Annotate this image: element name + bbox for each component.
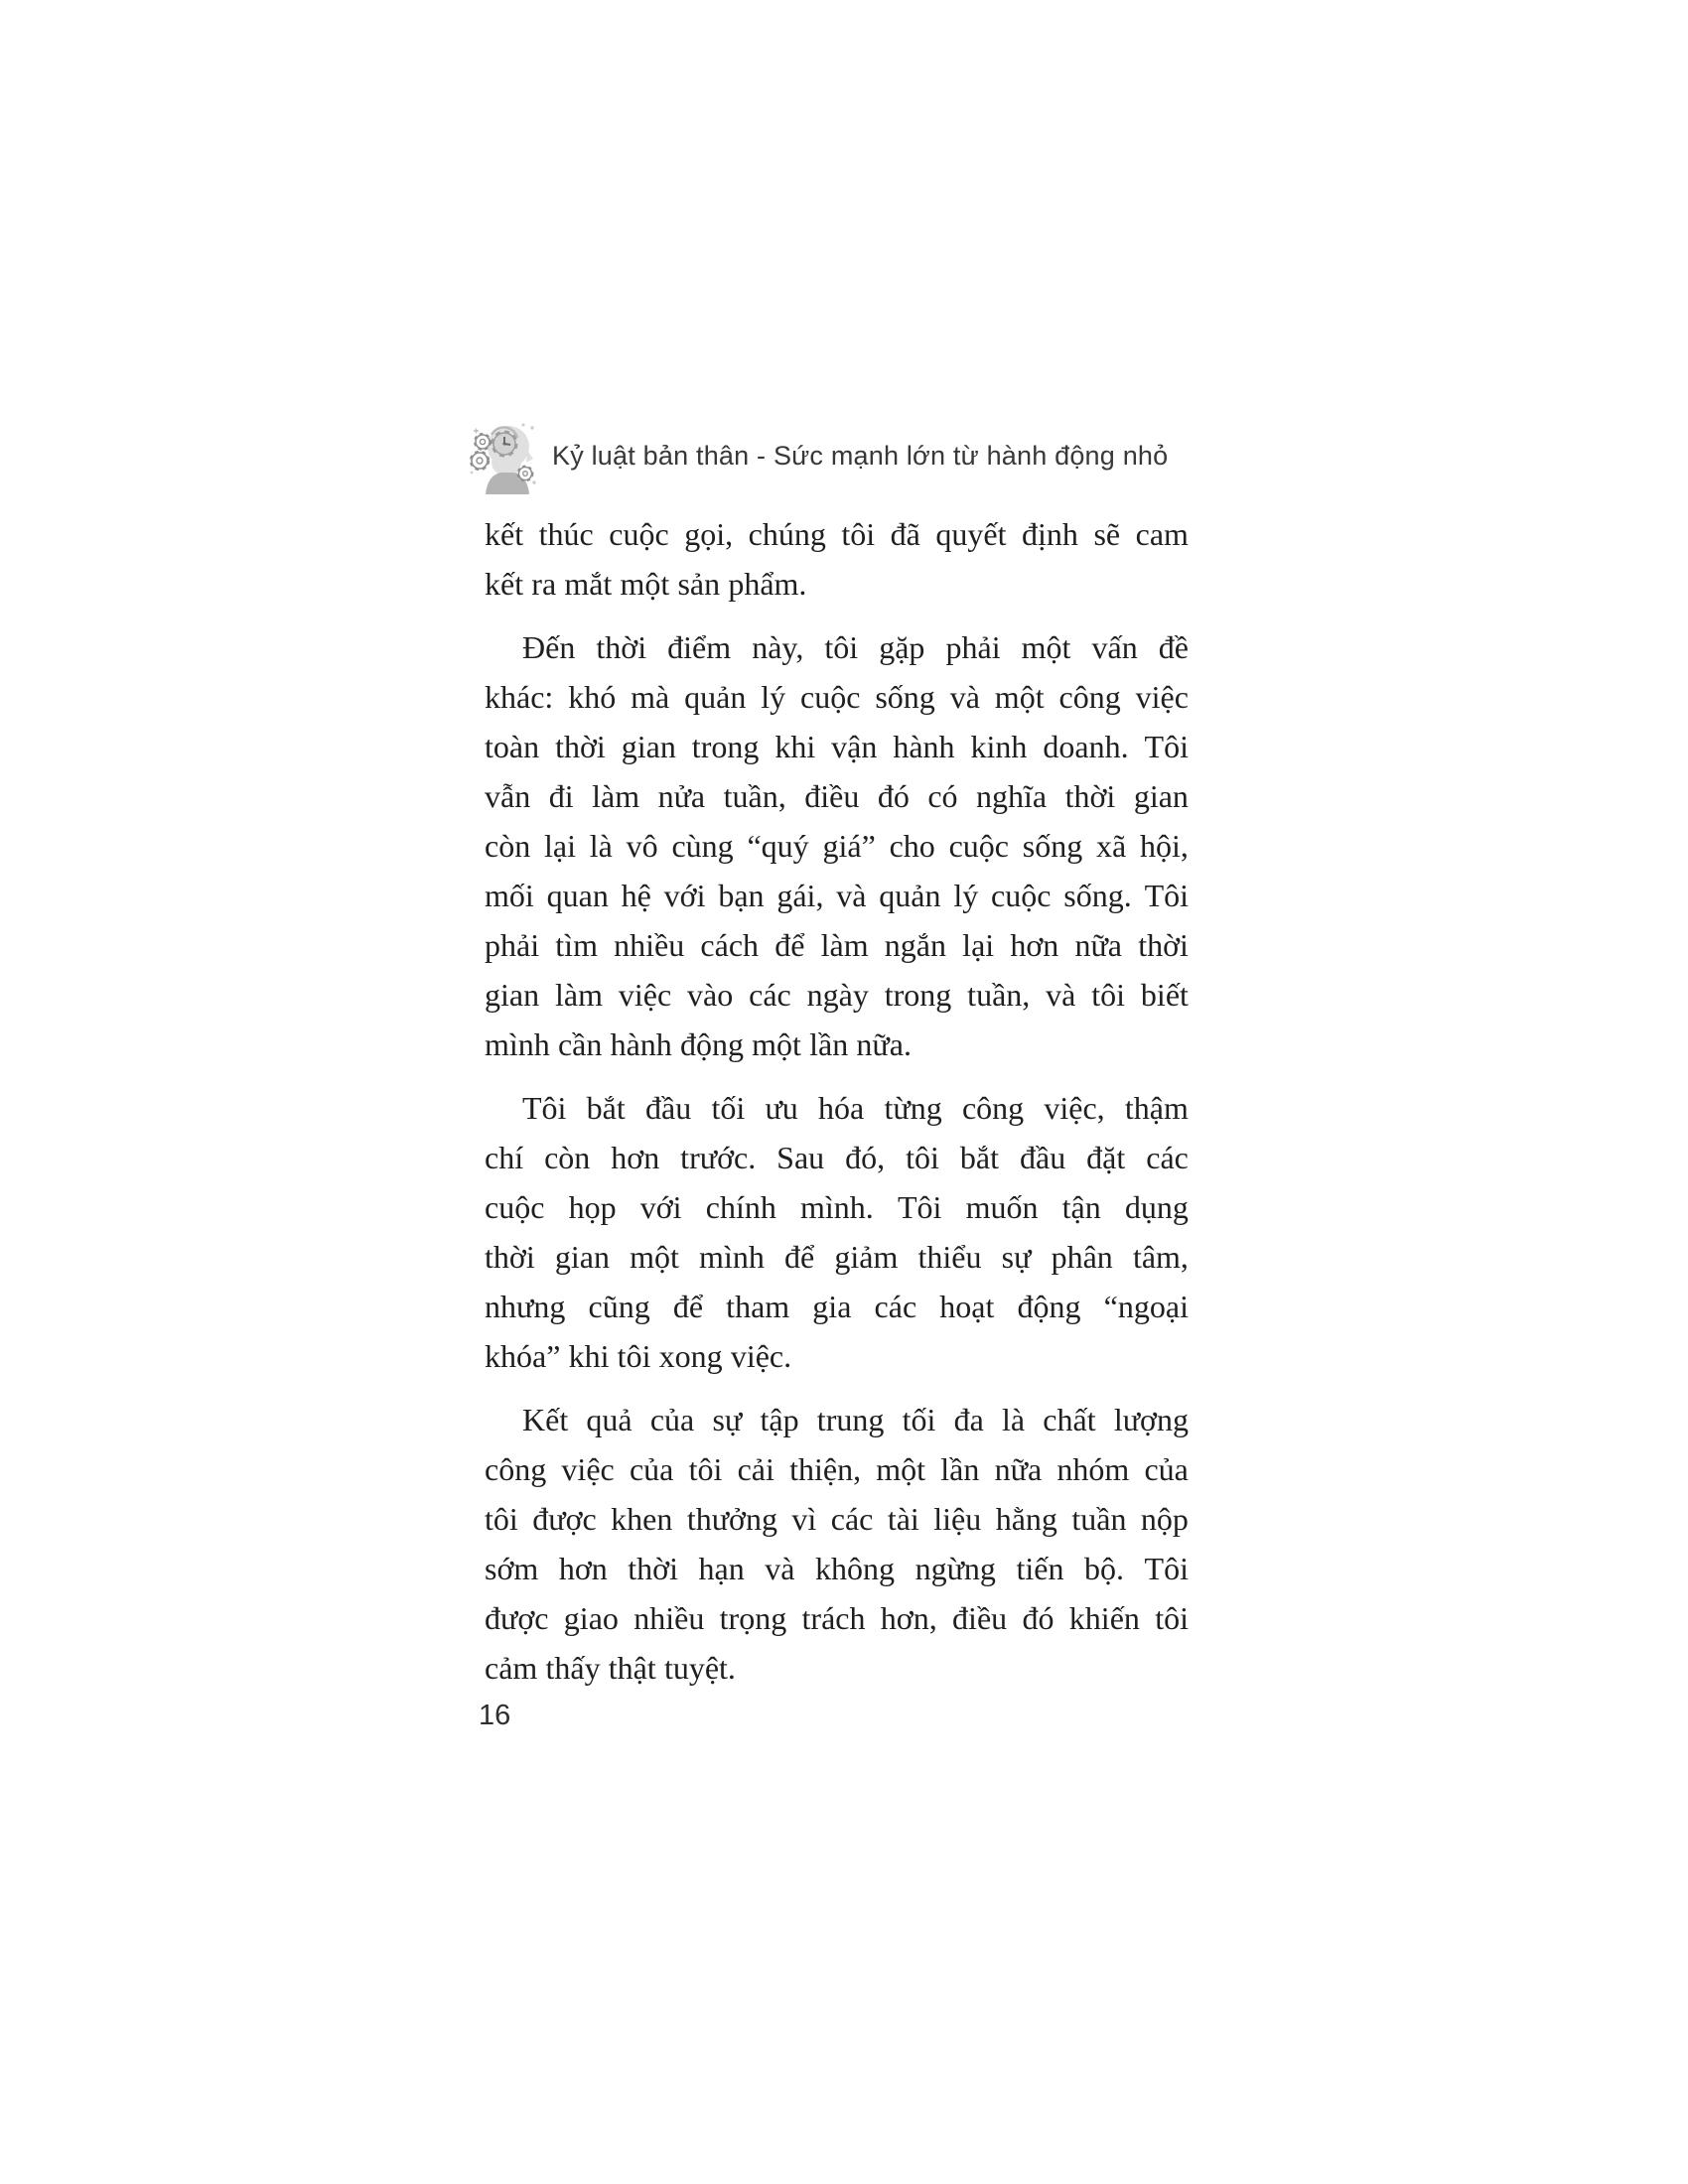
word: công (961, 1089, 1025, 1126)
word: và (765, 1550, 795, 1586)
word: khác: (485, 678, 554, 715)
word: và (949, 678, 980, 715)
word: trung (816, 1401, 885, 1437)
word: thời (628, 1550, 678, 1586)
word: tận (1061, 1188, 1101, 1225)
text-line (485, 1395, 1189, 1444)
word: hành (893, 728, 955, 764)
word: tối (902, 1401, 936, 1437)
word: họp (568, 1188, 617, 1225)
word: sống (1022, 827, 1083, 864)
word: bộ. (1084, 1550, 1124, 1586)
word: trong (691, 728, 760, 764)
word: chất (1043, 1401, 1096, 1437)
word: mình. (800, 1188, 874, 1225)
text-line (485, 1083, 1189, 1133)
word: ra (531, 565, 557, 602)
word: lý (953, 877, 979, 913)
word: quản (879, 877, 941, 913)
text-line (485, 821, 1189, 871)
word: đặt (1086, 1139, 1126, 1175)
text-line (485, 1331, 1189, 1381)
word: giá” (822, 827, 876, 864)
text-line (485, 1133, 1189, 1182)
word: tuần, (723, 777, 786, 814)
word: khi (774, 728, 816, 764)
word: hạn (698, 1550, 745, 1586)
text-line (485, 1444, 1189, 1494)
word: tiến (1016, 1550, 1064, 1586)
word: một (876, 1450, 926, 1487)
word: nghĩa (976, 777, 1048, 814)
word: vô (626, 827, 658, 864)
word: thật (608, 1649, 656, 1686)
paragraph (485, 509, 1189, 609)
word: thời (485, 1238, 535, 1275)
word: đó, (845, 1139, 886, 1175)
word: Tôi (1144, 1550, 1189, 1586)
word: quả (586, 1401, 633, 1437)
word: tôi (688, 1450, 723, 1487)
word: thưởng (686, 1500, 777, 1537)
word: Kết (522, 1401, 569, 1437)
word: ưu (765, 1089, 798, 1126)
word: nữa (994, 1450, 1043, 1487)
word: việc. (730, 1337, 792, 1374)
text-line (485, 771, 1189, 821)
word: một (752, 1025, 801, 1062)
word: trước. (680, 1139, 757, 1175)
word: cuộc (485, 1188, 545, 1225)
word: mình (485, 1025, 550, 1062)
word: cũng (588, 1288, 650, 1324)
text-line (485, 970, 1189, 1020)
text-line (485, 920, 1189, 970)
text-line (485, 1643, 1189, 1693)
word: vấn (1091, 628, 1138, 665)
word: trọng (719, 1599, 787, 1636)
word: được (532, 1500, 597, 1537)
word: lượng (1113, 1401, 1189, 1437)
word: thời (1064, 777, 1116, 814)
word: hành (610, 1025, 672, 1062)
word: các (874, 1288, 917, 1324)
word: và (1046, 976, 1076, 1013)
text-line (485, 722, 1189, 771)
word: tuần (1071, 1500, 1127, 1537)
word: khen (611, 1500, 673, 1537)
word: quản (684, 678, 747, 715)
word: giao (563, 1599, 619, 1636)
word: lại (544, 827, 576, 864)
word: giảm (834, 1238, 899, 1275)
header-title: Kỷ luật bản thân - Sức mạnh lớn từ hành động nhỏ (552, 440, 1169, 471)
word: còn (485, 827, 531, 864)
word: cuộc (948, 827, 1009, 864)
word: gia (812, 1288, 852, 1324)
word: các (830, 1500, 874, 1537)
word: một (1021, 628, 1071, 665)
word: toàn (485, 728, 540, 764)
page-number: 16 (479, 1700, 511, 1731)
word: các (749, 976, 791, 1013)
word: Tôi (522, 1089, 567, 1126)
word: trách (801, 1599, 866, 1636)
word: đề (1158, 628, 1189, 665)
word: này, (752, 628, 804, 665)
word: thiểu (917, 1238, 982, 1275)
word: tôi (617, 1337, 651, 1374)
word: ngừng (914, 1550, 996, 1586)
word: tập (760, 1401, 799, 1437)
word: bắt (586, 1089, 626, 1126)
word: còn (544, 1139, 591, 1175)
word: chúng (748, 515, 826, 552)
word: khi (568, 1337, 610, 1374)
word: để (783, 1238, 815, 1275)
word: để (774, 926, 805, 963)
word: tôi (1155, 1599, 1189, 1636)
word: cam (1135, 515, 1189, 552)
word: cần (557, 1025, 603, 1062)
text-line (485, 1020, 1189, 1069)
word: gọi, (684, 515, 734, 552)
word: tuần, (967, 976, 1031, 1013)
paragraph (485, 1395, 1189, 1693)
word: các (1146, 1139, 1189, 1175)
word: chính (705, 1188, 776, 1225)
word: tuyệt. (663, 1649, 736, 1686)
word: tôi (1091, 976, 1126, 1013)
word: tham (726, 1288, 790, 1324)
word: mà (631, 678, 670, 715)
word: xong (658, 1337, 723, 1374)
text-line (485, 1544, 1189, 1593)
word: quyết (935, 515, 1007, 552)
word: tài (887, 1500, 919, 1537)
word: đầu (1019, 1139, 1066, 1175)
word: Sau (776, 1139, 825, 1175)
word: được (485, 1599, 549, 1636)
word: nhiều (633, 1599, 705, 1636)
word: cảm (485, 1649, 538, 1686)
word: với (663, 877, 706, 913)
word: hội, (1140, 827, 1189, 864)
word: Tôi (1144, 728, 1189, 764)
word: doanh. (1043, 728, 1129, 764)
word: tâm, (1132, 1238, 1189, 1275)
word: tôi (824, 628, 859, 665)
word: công (485, 1450, 547, 1487)
word: đi (548, 777, 574, 814)
word: cùng (671, 827, 734, 864)
word: khiến (1068, 1599, 1140, 1636)
word: cuộc (800, 678, 861, 715)
word: hệ (621, 877, 651, 913)
word: bạn (718, 877, 765, 913)
paragraph (485, 1083, 1189, 1381)
word: sống (875, 678, 935, 715)
word: gian (1133, 777, 1189, 814)
word: công (1058, 678, 1121, 715)
word: đa (953, 1401, 984, 1437)
word: hơn, (880, 1599, 937, 1636)
text-line (485, 509, 1189, 559)
word: chí (485, 1139, 524, 1175)
word: trong (884, 976, 952, 1013)
word: khóa” (485, 1337, 561, 1374)
word: sống. (1063, 877, 1132, 913)
word: nộp (1140, 1500, 1189, 1537)
text-line (485, 1232, 1189, 1282)
word: và (836, 877, 867, 913)
word: khó (568, 678, 617, 715)
word: của (649, 1401, 695, 1437)
word: thiện, (789, 1450, 862, 1487)
word: của (629, 1450, 674, 1487)
word: việc (561, 1450, 615, 1487)
word: điều (804, 777, 860, 814)
word: hoạt (939, 1288, 995, 1324)
word: nửa (657, 777, 706, 814)
word: động (679, 1025, 744, 1062)
text-line (485, 1282, 1189, 1331)
word: không (815, 1550, 896, 1586)
word: vào (687, 976, 734, 1013)
word: tôi (841, 515, 876, 552)
word: nữa. (856, 1025, 912, 1062)
word: đầu (645, 1089, 692, 1126)
word: xã (1096, 827, 1127, 864)
word: vì (791, 1500, 817, 1537)
word: lý (761, 678, 786, 715)
word: đó (1022, 1599, 1055, 1636)
head-with-gears-icon (469, 417, 540, 494)
word: một (994, 678, 1045, 715)
word: điểm (667, 628, 732, 665)
word: mắt (564, 565, 613, 602)
word: tôi (906, 1139, 939, 1175)
word: cuộc (991, 877, 1052, 913)
word: nhưng (485, 1288, 566, 1324)
word: của (1144, 1450, 1189, 1487)
word: cải (737, 1450, 774, 1487)
word: hằng (995, 1500, 1057, 1537)
word: Đến (522, 628, 576, 665)
word: từng (884, 1089, 942, 1126)
word: lần (940, 1450, 980, 1487)
word: để (672, 1288, 704, 1324)
word: phẩm. (728, 565, 807, 602)
word: đã (890, 515, 920, 552)
word: một (620, 565, 670, 602)
word: gian (621, 728, 676, 764)
text-line (485, 1593, 1189, 1643)
word: biết (1140, 976, 1189, 1013)
word: vận (831, 728, 878, 764)
word: hơn (558, 1550, 608, 1586)
paragraph (485, 622, 1189, 1069)
word: một (630, 1238, 679, 1275)
word: hóa (818, 1089, 865, 1126)
word: bắt (959, 1139, 999, 1175)
word: thậm (1124, 1089, 1189, 1126)
word: thời (555, 728, 606, 764)
text-line (485, 1182, 1189, 1232)
word: thời (1138, 926, 1189, 963)
text-line (485, 622, 1189, 672)
word: cho (889, 827, 935, 864)
word: làm (554, 976, 603, 1013)
word: Tôi (1144, 877, 1189, 913)
word: động (1017, 1288, 1081, 1324)
word: ngắn (884, 926, 946, 963)
word: “ngoại (1103, 1288, 1189, 1324)
word: ngày (806, 976, 869, 1013)
word: “quý (747, 827, 809, 864)
word: mối (485, 877, 534, 913)
word: sản (677, 565, 721, 602)
word: lần (809, 1025, 849, 1062)
word: nữa (1074, 926, 1122, 963)
word: gặp (879, 628, 925, 665)
word: mình (699, 1238, 765, 1275)
word: thời (596, 628, 647, 665)
word: muốn (965, 1188, 1039, 1225)
word: tối (711, 1089, 746, 1126)
word: tôi (485, 1500, 518, 1537)
word: dụng (1124, 1188, 1189, 1225)
word: cách (700, 926, 760, 963)
word: là (1001, 1401, 1026, 1437)
word: sớm (485, 1550, 539, 1586)
word: với (639, 1188, 682, 1225)
word: gian (485, 976, 540, 1013)
word: việc, (1044, 1089, 1105, 1126)
page-header (469, 417, 1168, 494)
word: kinh (970, 728, 1028, 764)
word: gái, (776, 877, 824, 913)
word: quan (546, 877, 609, 913)
word: điều (952, 1599, 1008, 1636)
word: nhóm (1056, 1450, 1130, 1487)
word: phải (485, 926, 540, 963)
word: có (927, 777, 958, 814)
word: vẫn (485, 777, 531, 814)
word: lại (962, 926, 995, 963)
word: hơn (1010, 926, 1059, 963)
word: kết (485, 515, 524, 552)
word: Tôi (897, 1188, 942, 1225)
word: phân (1051, 1238, 1113, 1275)
text-line (485, 559, 1189, 609)
word: đó (877, 777, 910, 814)
text-line (485, 1494, 1189, 1544)
word: hơn (611, 1139, 660, 1175)
word: nhiều (614, 926, 685, 963)
word: sự (712, 1401, 743, 1437)
text-line (485, 672, 1189, 722)
word: tìm (555, 926, 598, 963)
word: thấy (545, 1649, 601, 1686)
word: sự (1001, 1238, 1032, 1275)
text-line (485, 871, 1189, 920)
word: gian (554, 1238, 610, 1275)
text-column (485, 509, 1189, 1706)
word: làm (592, 777, 640, 814)
word: sẽ (1093, 515, 1121, 552)
word: cuộc (609, 515, 669, 552)
word: là (589, 827, 613, 864)
word: phải (945, 628, 1001, 665)
word: định (1022, 515, 1078, 552)
word: việc (618, 976, 672, 1013)
word: kết (485, 565, 524, 602)
word: liệu (933, 1500, 982, 1537)
word: làm (820, 926, 869, 963)
word: thúc (538, 515, 594, 552)
word: việc (1135, 678, 1189, 715)
